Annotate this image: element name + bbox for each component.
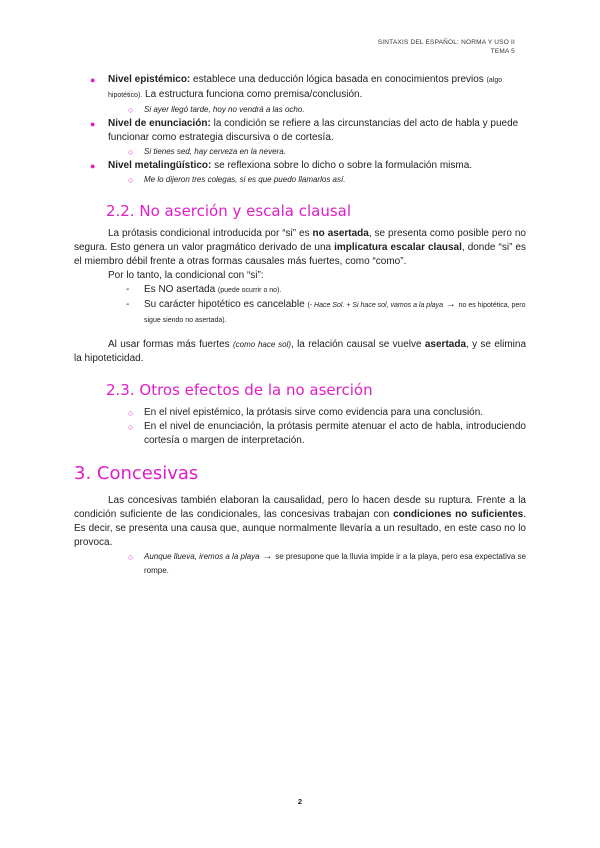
paragraph-concessives: Las concesivas también elaboran la causalidad, pero lo hacen desde su ruptura. Frente a la condición suficiente de las condicionales, las concesivas trabajan con condiciones no suficientes. Es decir, se presenta una causa que, aunque normalmente llevaría a un resultado, en este caso no lo provoca. xyxy=(74,495,527,548)
bullet-dot-icon: ● xyxy=(90,75,96,85)
bullet-ring-icon: ○ xyxy=(128,422,134,432)
bullet-ring-icon: ○ xyxy=(128,408,134,418)
dash-marker: - xyxy=(126,299,130,310)
paragraph-stronger-forms: Al usar formas más fuertes (como hace sol), la relación causal se vuelve asertada, y se elimina la hipoteticidad. xyxy=(74,339,526,364)
bullet-ring-icon: ○ xyxy=(128,552,134,562)
running-header xyxy=(378,38,515,56)
bullet-term: Nivel metalingüístico: xyxy=(108,160,212,171)
example-epistemic: ○ Si ayer llegó tarde, hoy no vendrá a las ocho. xyxy=(128,105,305,115)
bullet-epistemic: ● Nivel epistémico: establece una deducción lógica basada en conocimientos previos (algo hipotético). La estructura funciona como premisa/conclusión. xyxy=(90,74,503,100)
page-number: 2 xyxy=(297,797,303,806)
header-topic: TEMA 5 xyxy=(490,48,515,55)
bullet-ring-icon: ○ xyxy=(128,175,134,185)
dash-item-not-asserted: - Es NO asertada (puede ocurrir o no). xyxy=(126,284,282,295)
example-metalinguistic: ○ Me lo dijeron tres colegas, si es que puedo llamarlos así. xyxy=(128,175,346,185)
bullet-ring-icon: ○ xyxy=(128,147,134,157)
section-heading-2-3: 2.3. Otros efectos de la no aserción xyxy=(106,381,373,399)
bullet-enunciation: ● Nivel de enunciación: la condición se refiere a las circunstancias del acto de habla y puede funcionar como estrategia discursiva o de cortesía. xyxy=(90,118,519,143)
section-heading-2-2: 2.2. No aserción y escala clausal xyxy=(106,202,352,220)
dash-marker: - xyxy=(126,284,130,295)
bullet-term: Nivel de enunciación: xyxy=(108,118,211,129)
list-intro: Por lo tanto, la condicional con “si”: xyxy=(108,270,264,281)
list-item-attenuation: ○ En el nivel de enunciación, la prótasis permite atenuar el acto de habla, introduciendo cortesía o margen de interpretación. xyxy=(128,421,526,446)
dash-item-cancelable: - Su carácter hipotético es cancelable (- Hace Sol. + Si hace sol, vamos a la playa → no es hipotética, pero sigue siendo no asertada). xyxy=(126,299,526,324)
paragraph-no-assertion: La prótasis condicional introducida por “si” es no asertada, se presenta como posible pero no segura. Esto genera un valor pragmático derivado de una implicatura escalar clausal, donde “si” es el miembro débil frente a otras formas causales más fuertes, como “como”. xyxy=(74,228,526,267)
bullet-dot-icon: ● xyxy=(90,119,96,129)
bullet-metalinguistic: ● Nivel metalingüístico: se reflexiona sobre lo dicho o sobre la formulación misma. xyxy=(90,160,473,171)
section-heading-3: 3. Concesivas xyxy=(74,463,199,484)
example-concessive: ○ Aunque llueva, iremos a la playa → se presupone que la lluvia impide ir a la playa, pero esa expectativa se rompe. xyxy=(128,551,527,575)
example-enunciation: ○ Si tienes sed, hay cerveza en la nevera. xyxy=(128,147,286,157)
bullet-dot-icon: ● xyxy=(90,161,96,171)
bullet-term: Nivel epistémico: xyxy=(108,74,191,85)
header-course: SINTAXIS DEL ESPAÑOL: NORMA Y USO II xyxy=(377,39,515,46)
page-content xyxy=(74,73,526,578)
list-item-epistemic-evidence: ○ En el nivel epistémico, la prótasis sirve como evidencia para una conclusión. xyxy=(128,407,484,418)
bullet-ring-icon: ○ xyxy=(128,105,134,115)
